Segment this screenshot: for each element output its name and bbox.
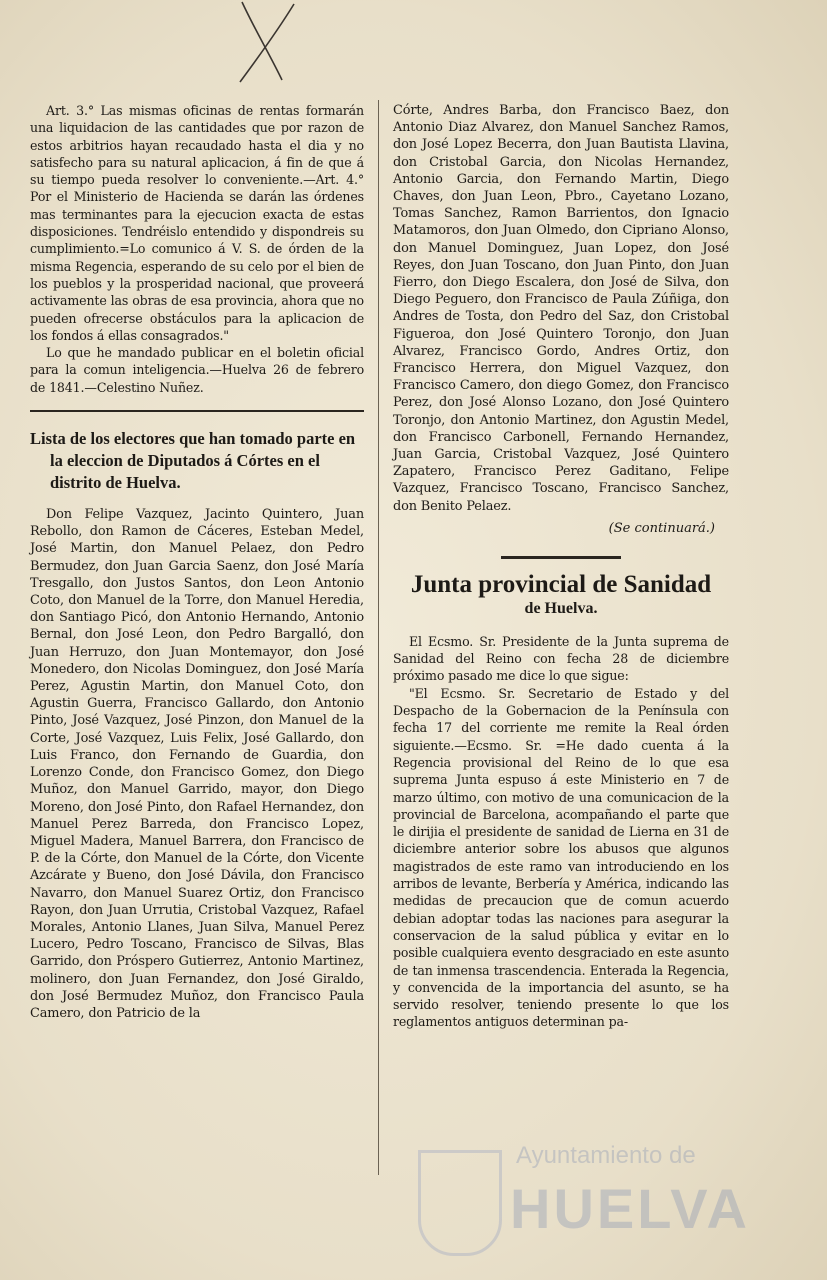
junta-title: Junta provincial de Sanidad bbox=[410, 570, 712, 598]
watermark-logo bbox=[418, 1140, 748, 1255]
watermark-main-text: HUELVA bbox=[510, 1177, 750, 1240]
junta-intro: El Ecsmo. Sr. Presidente de la Junta suprema de Sanidad del Reino con fecha 28 de diciembre próximo pasado me dice lo que sigue: bbox=[393, 633, 729, 684]
electors-list: Don Felipe Vazquez, Jacinto Quintero, Juan Rebollo, don Ramon de Cáceres, Esteban Medel, José Martin, don Manuel Pelaez, don Pedro Bermudez, don Juan Garcia Saenz, don José María Tresgallo, don Justos Santos, don Leon Antonio Coto, don Manuel de la Torre, don Manuel Heredia, don Santiago Picó, don Antonio Hernando, Antonio Bernal, don José Leon, don Pedro Bargalló, don Juan Herruzo, don Juan Montemayor, don José Monedero, don Nicolas Dominguez, don José María Perez, Agustin Martin, don Manuel Coto, don Agustin Guerra, Francisco Gallardo, don Antonio Pinto, José Vazquez, José Pinzon, don Manuel de la Corte, José Vazquez, Luis Felix, José Gallardo, don Luis Franco, don Fernando de Guardia, don Lorenzo Conde, don Francisco Gomez, don Diego Muñoz, don Manuel Garrido, mayor, don Diego Moreno, don José Pinto, don Rafael Hernandez, don Manuel Perez Barreda, don Francisco Lopez, Miguel Madera, Manuel Barrera, don Francisco de P. de la Córte, don Manuel de la Córte, don Vicente Azcárate y Bueno, don José Dávila, don Francisco Navarro, don Manuel Suarez Ortiz, don Francisco Rayon, don Juan Urrutia, Cristobal Vazquez, Rafael Morales, Antonio Llanes, Juan Silva, Manuel Perez Lucero, Pedro Toscano, Francisco de Silvas, Blas Garrido, don Próspero Gutierrez, Antonio Martinez, molinero, don Juan Fernandez, don José Giraldo, don José Bermudez Muñoz, don Francisco Paula Camero, don Patricio de la bbox=[30, 507, 364, 1021]
section-divider-short bbox=[501, 556, 621, 559]
electors-list-continued: Córte, Andres Barba, don Francisco Baez, don Antonio Diaz Alvarez, don Manuel Sanchez Ramos, don José Lopez Becerra, don Juan Bautista Llavina, don Cristobal Garcia, don Nicolas Hernandez, Antonio Garcia, don Fernando Martin, Diego Chaves, don Juan Leon, Pbro., Cayetano Lozano, Tomas Sanchez, Ramon Barrientos, don Ignacio Matamoros, don Juan Olmedo, don Cipriano Alonso, don Manuel Dominguez, Juan Lopez, don José Reyes, don Juan Toscano, don Juan Pinto, don Juan Fierro, don Diego Escalera, don José de Silva, don Diego Peguero, don Francisco de Paula Zúñiga, don Andres de Tosta, don Pedro del Saz, don Cristobal Figueroa, don José Quintero Toronjo, don Juan Alvarez, Francisco Gordo, Andres Ortiz, don Francisco Herrera, don Miguel Vazquez, don Francisco Camero, don diego Gomez, don Francisco Perez, don José Alonso Lozano, don José Quintero Toronjo, don Antonio Martinez, don Agustin Medel, don Francisco Carbonell, Fernando Hernandez, Juan Garcia, Cristobal Vazquez, José Quintero Zapatero, Francisco Perez Gaditano, Felipe Vazquez, Francisco Toscano, Francisco Sanchez, don Benito Pelaez. bbox=[393, 103, 729, 514]
handwritten-x-mark bbox=[220, 0, 310, 95]
column-divider bbox=[378, 100, 379, 1175]
publication-note: Lo que he mandado publicar en el boletin oficial para la comun inteligencia.—Huelva 26 de febrero de 1841.—Celestino Nuñez. bbox=[30, 345, 364, 395]
junta-body: "El Ecsmo. Sr. Secretario de Estado y del Despacho de la Gobernacion de la Península con fecha 17 del corriente me remite la Real órden siguiente.—Ecsmo. Sr. =He dado cuenta á la Regencia provisional del Reino de lo que esa suprema Junta espuso á este Ministerio en 7 de marzo último, con motivo de una comunicacion de la provincial de Barcelona, acompañando el parte que le dirijia el presidente de sanidad de Lierna en 31 de diciembre anterior sobre los abusos que algunos magistrados de este ramo van introduciendo en los arribos de levante, Berbería y América, indicando las medidas de precaucion que de comun acuerdo debian adoptar todas las naciones para asegurar la conservacion de la salud pública y evitar en lo posible cualquiera evento desgraciado en este asunto de tan inmensa trascendencia. Enterada la Regencia, y convencida de la importancia del asunto, se ha servido resolver, teniendo presente lo que los reglamentos antiguos determinan pa- bbox=[393, 685, 729, 1030]
continued-note: (Se continuará.) bbox=[608, 520, 715, 536]
electors-list-title: Lista de los electores que han tomado parte en la eleccion de Diputados á Córtes en el distrito de Huelva. bbox=[30, 429, 356, 493]
article-paragraph: Art. 3.° Las mismas oficinas de rentas formarán una liquidacion de las cantidades que por razon de estos arbitrios hayan recaudado hasta el dia y no satisfecho para su natural aplicacion, á fin de que á su tiempo pueda resolver lo conveniente.—Art. 4.° Por el Ministerio de Hacienda se darán las órdenes mas terminantes para la ejecucion exacta de estas disposiciones. Tendréislo entendido y dispondreis su cumplimiento.=Lo comunico á V. S. de órden de la misma Regencia, esperando de su celo por el bien de los pueblos y la prosperidad nacional, que proveerá activamente las obras de esa provincia, ahora que no pueden ofrecerse obstáculos para la aplicacion de los fondos á ellas consagrados." bbox=[30, 103, 364, 343]
right-column bbox=[393, 102, 729, 1031]
junta-subtitle: de Huelva. bbox=[524, 599, 598, 617]
watermark-top-text: Ayuntamiento de bbox=[516, 1142, 696, 1169]
section-divider bbox=[30, 410, 364, 412]
left-column bbox=[30, 102, 364, 1022]
shield-icon bbox=[418, 1150, 502, 1256]
